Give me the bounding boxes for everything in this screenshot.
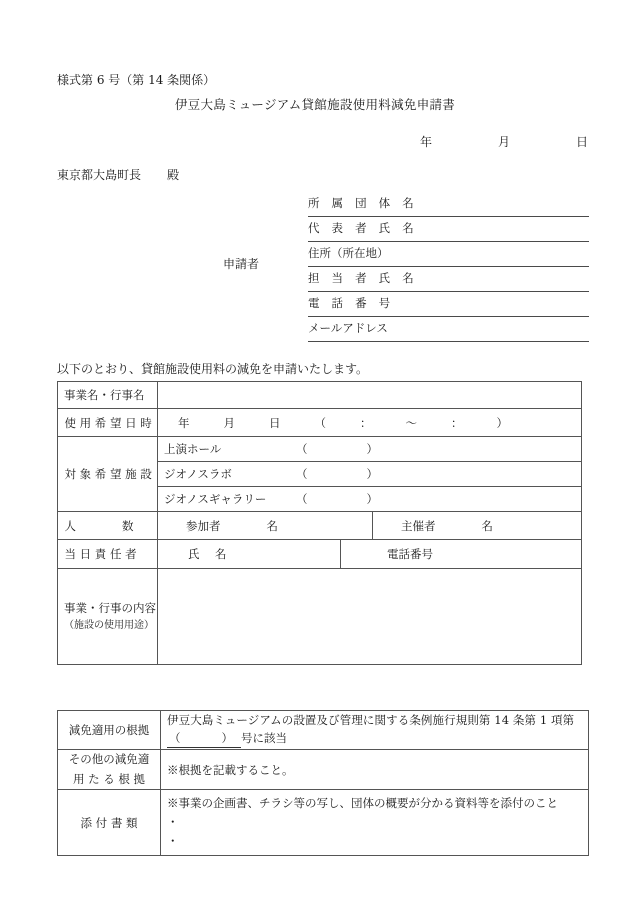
- headcount-participants-unit: 名: [266, 518, 278, 533]
- headcount-participants: [186, 518, 278, 534]
- reduction-basis-label-text: 減免適用の根拠: [68, 723, 150, 737]
- datetime-month: 月: [223, 415, 235, 430]
- datetime-year: 年: [178, 415, 190, 430]
- table-row-reduction-basis: [58, 711, 589, 750]
- date-line: [420, 133, 588, 150]
- headcount-organizers: [401, 518, 493, 534]
- document-title: 伊豆大島ミュージアム貸館施設使用料減免申請書: [174, 97, 456, 112]
- other-basis-label: [58, 750, 161, 790]
- attachments-label: [58, 790, 161, 856]
- applicant-field-email[interactable]: [308, 317, 589, 342]
- applicant-field-list: [308, 192, 589, 342]
- event-content-label-sub: （施設の使用用途）: [64, 619, 154, 631]
- event-content-label-block: [64, 600, 156, 633]
- applicant-field-label: 代 表 者 氏 名: [308, 221, 418, 235]
- table-row-responsible-person: [58, 540, 582, 569]
- facility-checkbox[interactable]: （ ）: [296, 467, 390, 481]
- applicant-label: 申請者: [223, 257, 260, 271]
- applicant-field-address[interactable]: [308, 242, 589, 267]
- reduction-basis-value[interactable]: [161, 711, 589, 750]
- reduction-basis-line1: 伊豆大島ミュージアムの設置及び管理に関する条例施行規則第 14 条第 1 項第: [167, 712, 575, 727]
- reduction-basis-label: [58, 711, 161, 750]
- facility-option-lab[interactable]: [158, 462, 582, 487]
- addressee-name: 東京都大島町長: [57, 168, 142, 182]
- reduction-basis-line2-tail: 号に該当: [241, 730, 287, 745]
- other-basis-label-line1: その他の減免適: [68, 752, 150, 766]
- date-day-label: 日: [575, 135, 588, 149]
- headcount-organizers-label: 主催者: [401, 518, 436, 533]
- facility-option-hall[interactable]: [158, 437, 582, 462]
- facility-option-gallery[interactable]: [158, 487, 582, 512]
- datetime-label: [58, 409, 158, 437]
- main-application-table: [57, 381, 582, 665]
- event-name-input[interactable]: [158, 382, 582, 409]
- event-name-label: [58, 382, 158, 409]
- responsible-tel-input[interactable]: [341, 540, 582, 569]
- facilities-label-text: 対 象 希 望 施 設: [64, 467, 152, 481]
- headcount-participants-input[interactable]: [158, 512, 373, 540]
- applicant-field-label: 所 属 団 体 名: [308, 196, 418, 210]
- datetime-tilde: 〜: [405, 415, 417, 430]
- facility-checkbox[interactable]: （ ）: [296, 492, 390, 506]
- attachments-label-text: 添 付 書 類: [80, 815, 138, 830]
- responsible-label-text: 当 日 責 任 者: [64, 547, 137, 561]
- datetime-start-time: ：: [360, 415, 372, 430]
- other-basis-label-line2: 用 た る 根 拠: [72, 771, 146, 786]
- date-month-label: 月: [497, 135, 510, 149]
- datetime-end-time: ：: [451, 415, 463, 430]
- datetime-label-text: 使 用 希 望 日 時: [64, 415, 152, 430]
- reduction-basis-table: [57, 710, 589, 856]
- event-content-label-main: 事業・行事の内容: [64, 600, 156, 615]
- attachments-note: ※事業の企画書、チラシ等の写し、団体の概要が分かる資料等を添付のこと: [167, 796, 558, 811]
- applicant-field-representative[interactable]: [308, 217, 589, 242]
- attachments-bullet-1[interactable]: ・: [167, 815, 179, 830]
- responsible-name-input[interactable]: [158, 540, 341, 569]
- reduction-basis-line2: [167, 730, 582, 749]
- table-row-event-content: [58, 569, 582, 665]
- headcount-label: [58, 512, 158, 540]
- datetime-day: 日: [269, 415, 281, 430]
- applicant-field-label: 担 当 者 氏 名: [308, 271, 418, 285]
- table-row-attachments: [58, 790, 589, 856]
- reduction-basis-number-field[interactable]: （ ）: [167, 730, 241, 749]
- facility-name: ジオノスラボ: [164, 467, 232, 481]
- event-content-label: [58, 569, 158, 665]
- headcount-label-text: 人 数: [64, 518, 134, 533]
- table-row-facility-hall: [58, 437, 582, 462]
- table-row-datetime: [58, 409, 582, 437]
- attachments-bullet-2[interactable]: ・: [167, 834, 179, 849]
- intro-sentence: 以下のとおり、貸館施設使用料の減免を申請いたします。: [57, 362, 369, 376]
- other-basis-label-block: [64, 750, 154, 789]
- applicant-field-telephone[interactable]: [308, 292, 589, 317]
- table-row-other-basis: [58, 750, 589, 790]
- responsible-tel-label: 電話番号: [387, 547, 433, 561]
- responsible-name-label: 氏 名: [188, 547, 229, 561]
- applicant-field-label: 住所（所在地）: [308, 246, 389, 260]
- facility-checkbox[interactable]: （ ）: [296, 442, 390, 456]
- other-basis-value[interactable]: ※根拠を記載すること。: [161, 750, 589, 790]
- applicant-field-label: メールアドレス: [308, 321, 388, 335]
- addressee: [57, 166, 179, 183]
- datetime-close-paren: ）: [496, 415, 508, 430]
- datetime-input[interactable]: [158, 409, 582, 437]
- addressee-honorific: 殿: [167, 168, 180, 182]
- datetime-parts: [178, 415, 508, 431]
- applicant-field-contact-person[interactable]: [308, 267, 589, 292]
- headcount-organizers-unit: 名: [481, 518, 493, 533]
- headcount-organizers-input[interactable]: [373, 512, 582, 540]
- facilities-label: [58, 437, 158, 512]
- attachments-value[interactable]: [161, 790, 589, 856]
- event-name-label-text: 事業名・行事名: [64, 388, 145, 402]
- responsible-label: [58, 540, 158, 569]
- facility-name: 上演ホール: [164, 442, 222, 456]
- facility-name: ジオノスギャラリー: [164, 492, 267, 506]
- table-row-event-name: [58, 382, 582, 409]
- date-year-label: 年: [420, 135, 433, 149]
- event-content-input[interactable]: [158, 569, 582, 665]
- datetime-open-paren: （: [314, 415, 326, 430]
- applicant-field-organization[interactable]: [308, 192, 589, 217]
- table-row-headcount: [58, 512, 582, 540]
- applicant-field-label: 電 話 番 号: [308, 296, 395, 310]
- headcount-participants-label: 参加者: [186, 518, 221, 533]
- form-number: 様式第 6 号（第 14 条関係）: [57, 73, 216, 87]
